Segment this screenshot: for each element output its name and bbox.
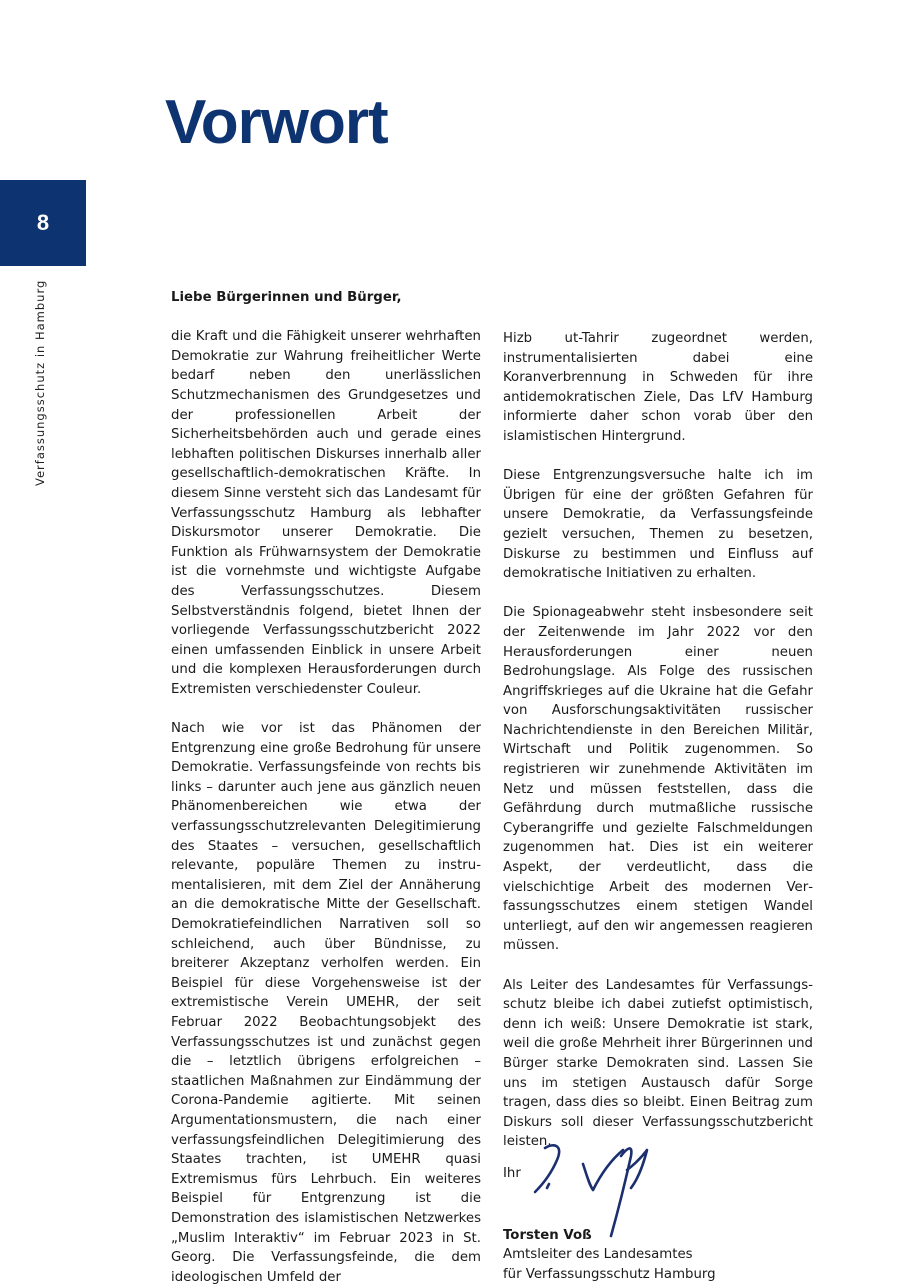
page-number: 8 (36, 210, 50, 235)
signatory-role: für Verfassungsschutz Hamburg (503, 1266, 716, 1282)
page-number-tab (0, 180, 86, 266)
paragraph: Die Spionageabwehr steht insbesondere seit der Zeitenwende im Jahr 2022 vor den Herausforderungen einer neuen Bedrohungslage. Als Folge des russischen Angriffskrieges auf die Ukraine hat die Gefahr von Ausforschungsaktivitäten russischer Nachrichtendienste in den Bereichen Militär, Wirtschaft und Politik zugenommen. So registrieren wir zunehmende Aktivitäten im Netz und müssen feststellen, dass die Gefährdung durch mutmaßliche russische Cyberangriffe und gezielte Falschmeldungen zugenommen hat. Dies ist ein weiterer Aspekt, der verdeutlicht, dass die vielschichtige Arbeit des modernen Verfassungsschutzes einem stetigen Wandel unterliegt, auf den wir angemessen reagieren müssen. (503, 605, 813, 954)
closing: Ihr (503, 1165, 521, 1181)
side-running-header: Verfassungsschutz in Hamburg (33, 279, 47, 486)
right-column (503, 329, 813, 1284)
left-column (171, 288, 481, 1287)
paragraph: Nach wie vor ist das Phänomen der Entgrenzung eine große Bedrohung für unsere Demokratie. Verfassungsfeinde von rechts bis links – darunter auch jene aus gänzlich neuen Phänomenbereichen wie etwa der verfassungsschutzrelevanten Delegitimierung des Staates – versuchen, gesellschaftlich relevante, populäre Themen zu instrumentalisieren, mit dem Ziel der Annäherung an die demokratische Mitte der Gesellschaft. Demokratiefeindlichen Narrativen soll so schleichend, auch über Bündnisse, zu breiterer Akzeptanz verholfen werden. Ein Beispiel für diese Vorgehensweise ist der extremistische Verein UMEHR, der seit Februar 2022 Beobachtungsobjekt des Verfassungsschutzes ist und zunächst gegen die – letztlich übrigens erfolgreichen – staatlichen Maßnahmen zur Eindämmung der Corona-Pandemie agitierte. Mit seinen Argumentationsmustern, die nach einer verfassungsfeindlichen Delegitimierung des Staates trachten, ist UMEHR quasi Extremismus fürs Lehrbuch. Ein weiteres Beispiel für Entgrenzung ist die Demonstration des islamistischen Netzwerkes „Muslim Interaktiv“ im Februar 2023 in St. Georg. Die Verfassungsfeinde, die dem ideologischen Umfeld der (171, 721, 481, 1285)
signature-icon (531, 1140, 661, 1240)
signatory-role: Amtsleiter des Landesamtes (503, 1247, 693, 1263)
signatory-name: Torsten Voß (503, 1227, 592, 1243)
paragraph: Diese Entgrenzungsversuche halte ich im Übrigen für eine der größten Gefahren für unsere Demokratie, da Verfassungsfeinde gezielt versuchen, Themen zu besetzen, Diskurse zu bestimmen und Einfluss auf demokratische Initiativen zu erhalten. (503, 468, 813, 582)
paragraph: Hizb ut-Tahrir zugeordnet werden, instrumentalisierten dabei eine Koranverbrennung in Schweden für ihre antidemokratischen Ziele, Das LfV Hamburg informierte daher schon vorab über den islamistischen Hintergrund. (503, 331, 813, 444)
paragraph: Als Leiter des Landesamtes für Verfassungsschutz bleibe ich dabei zutiefst optimistisch, denn ich weiß: Unsere Demokratie ist stark, weil die große Mehrheit ihrer Bürgerinnen und Bürger starke Demokraten sind. Lassen Sie uns im stetigen Austausch dafür Sorge tragen, dass dies so bleibt. Einen Beitrag zum Diskurs soll dieser Verfassungsschutzbericht leisten. (503, 977, 813, 1150)
signoff-block (503, 1164, 813, 1284)
paragraph: die Kraft und die Fähigkeit unserer wehrhaften Demokratie zur Wahrung freiheitlicher Werte bedarf neben den unerlässlichen Schutzmechanismen des Grundgesetzes und der professionellen Arbeit der Sicherheitsbehörden auch und gerade eines lebhaften politischen Diskurses innerhalb aller gesellschaftlich-demokratischen Kräfte. In diesem Sinne versteht sich das Landesamt für Verfassungsschutz Hamburg als lebhafter Diskursmotor unserer Demokratie. Die Funktion als Frühwarnsystem der Demokratie ist die vornehmste und wichtigste Aufgabe des Verfassungsschutzes. Diesem Selbstverständnis folgend, bietet Ihnen der vorliegende Verfassungsschutzbericht 2022 einen umfassenden Einblick in unsere Arbeit und die komplexen Herausforderungen durch Extremisten verschiedenster Couleur. (171, 329, 481, 697)
salutation: Liebe Bürgerinnen und Bürger, (171, 290, 402, 305)
page-title: Vorwort (165, 88, 388, 157)
